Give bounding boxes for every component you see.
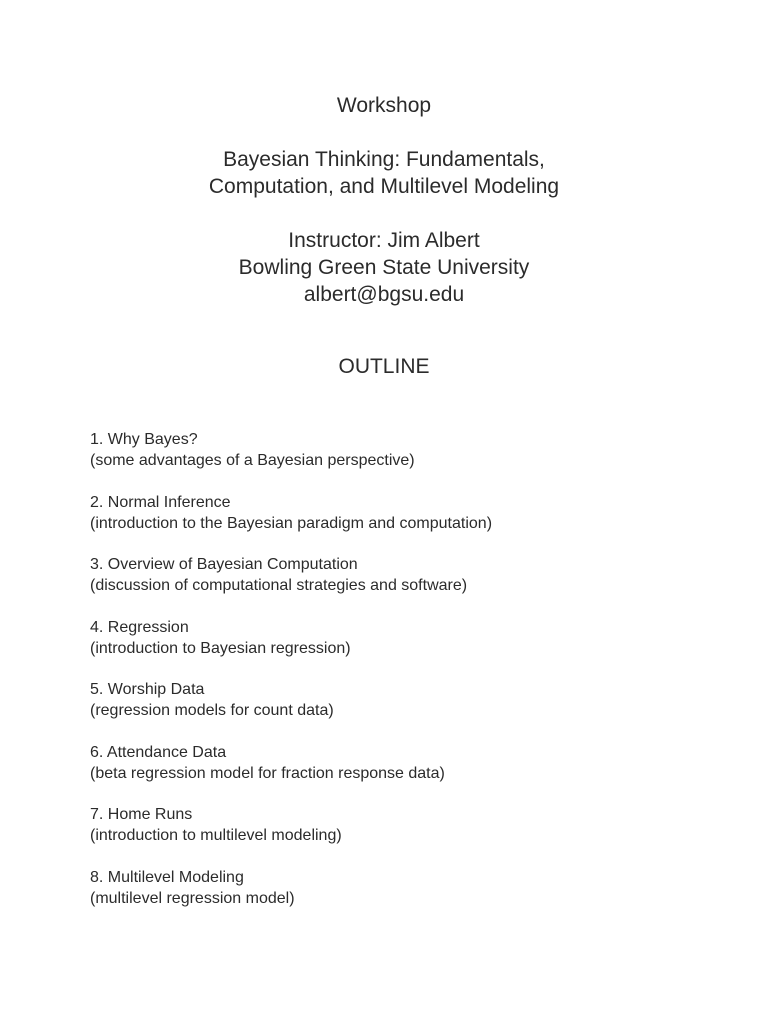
title-line-1: Bayesian Thinking: Fundamentals,: [223, 148, 545, 171]
outline-item-description: (introduction to multilevel modeling): [90, 827, 342, 844]
outline-item-description: (multilevel regression model): [90, 889, 295, 907]
outline-item: [90, 742, 730, 784]
outline-item-title: 8. Multilevel Modeling: [90, 868, 244, 886]
outline-item: [90, 679, 730, 721]
outline-item: [90, 617, 730, 659]
outline-item: [90, 804, 730, 846]
outline-item-title: 4. Regression: [90, 618, 189, 636]
outline-item-title: 1. Why Bayes?: [90, 431, 198, 448]
spacer: [0, 119, 768, 146]
outline-item-description: (regression models for count data): [90, 702, 334, 719]
outline-heading: OUTLINE: [338, 355, 430, 378]
outline-item-title: 3. Overview of Bayesian Computation: [90, 556, 358, 573]
outline-item-description: (beta regression model for fraction response data): [90, 764, 445, 782]
instructor-email: albert@bgsu.edu: [303, 283, 465, 306]
document-header: [0, 92, 768, 308]
title-line-2: Computation, and Multilevel Modeling: [208, 175, 560, 198]
outline-item-description: (discussion of computational strategies and software): [90, 577, 468, 594]
outline-item-title: 5. Worship Data: [90, 681, 205, 698]
outline-item: [90, 554, 730, 596]
outline-item: [90, 867, 730, 909]
outline-list: [90, 429, 730, 929]
outline-item-title: 2. Normal Inference: [90, 493, 231, 511]
outline-item: [90, 429, 730, 471]
outline-item: [90, 492, 730, 534]
outline-item-title: 7. Home Runs: [90, 806, 193, 823]
instructor-name: Instructor: Jim Albert: [288, 229, 480, 252]
outline-item-description: (some advantages of a Bayesian perspective): [90, 452, 415, 469]
outline-item-title: 6. Attendance Data: [90, 743, 227, 761]
spacer: [0, 200, 768, 227]
university-name: Bowling Green State University: [238, 256, 530, 279]
outline-item-description: (introduction to the Bayesian paradigm and computation): [90, 514, 493, 532]
outline-item-description: (introduction to Bayesian regression): [90, 639, 351, 657]
workshop-label: Workshop: [336, 94, 432, 117]
